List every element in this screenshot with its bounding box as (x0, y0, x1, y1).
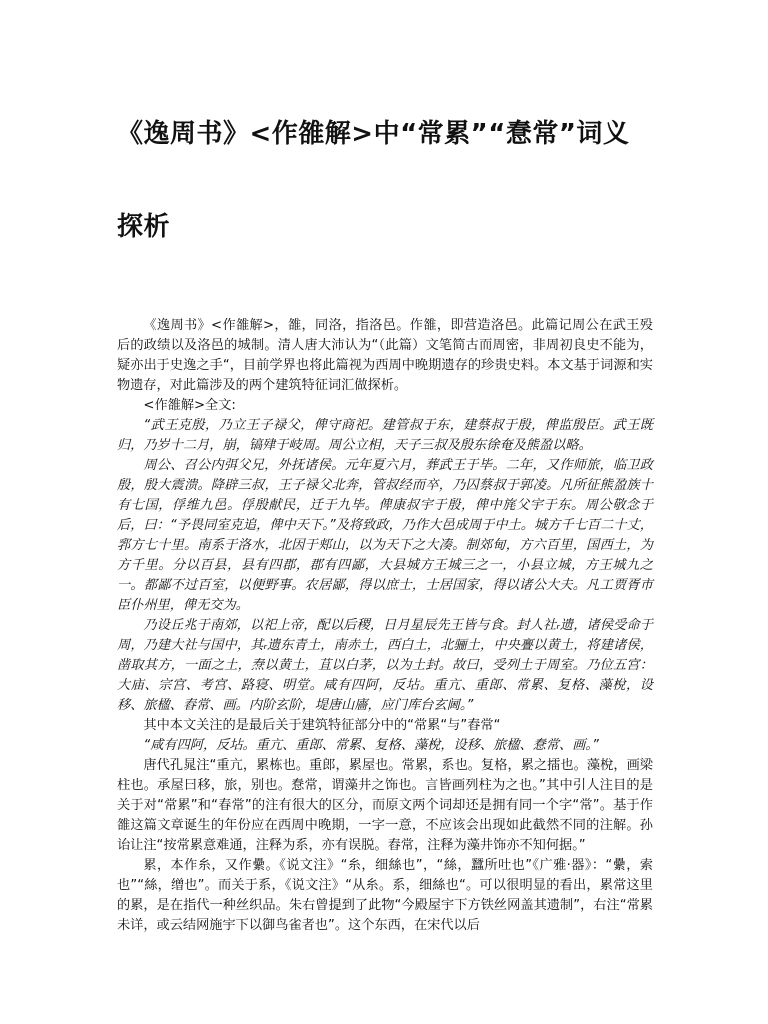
paragraph-focus-quote: “咸有四阿，反坫。重亢、重郎、常累、复格、藻梲，设移、旅楹、惷常、画。” (143, 738, 599, 753)
document-body (117, 316, 653, 936)
document-title-line-2: 探析 (117, 212, 171, 242)
paragraph-intro: 《逸周书》<作雒解>，雒，同洛，指洛邑。作雒，即营造洛邑。此篇记周公在武王殁后的政绩以及洛邑的城制。清人唐大沛认为“（此篇）文笔简古而周密，非周初良史不能为，疑亦出于史逸之手“，目前学界也将此篇视为西周中晚期遗存的珍贵史料。本文基于词源和实物遗存，对此篇涉及的两个建筑特征词汇做探析。 (117, 318, 653, 393)
paragraph-focus-note: 其中本文关注的是最后关于建筑特征部分中的“常累“与”舂常“ (143, 718, 501, 733)
paragraph-commentary: 唐代孔晁注“重亢，累栋也。重郎，累屋也。常累，系也。复格，累之擂也。藻梲，画梁柱也。承屋曰移，旅，别也。惷常，谓藻井之饰也。言皆画列柱为之也。”其中引人注目的是关于对“常累”和“春常”的注有很大的区分，而原文两个词却还是拥有同一个字“常”。基于作雒这篇文章诞生的年份应在西周中晚期，一字一意，不应该会出现如此截然不同的注解。孙诒让注“按常累意难通，注释为系，亦有误脱。舂常，注释为藻井饰亦不知何据。” (117, 758, 653, 853)
paragraph-fulltext-label: <作雒解>全文: (143, 398, 236, 413)
paragraph-quote-3: 乃设丘兆于南郊，以祀上帝，配以后稷，日月星辰先王皆与食。封人社ᵣ遗，诸侯受命于周，乃建大社与国中，其ᵣ遗东青土，南赤土，西白土，北骊土，中央亹以黄土，将建诸侯，凿取其方，一面之土，焘以黄土，苴以白茅，以为土封。故曰，受列土于周室。乃位五宫：大庙、宗宫、考宫、路寝、明堂。咸有四阿，反坫。重亢、重郎、常累、复格、藻梲，设移、旅楹、舂常、画。内阶玄阶，堤唐山廧，应门库台玄阃。” (117, 618, 653, 713)
paragraph-quote-2: 周公、召公内弭父兄，外抚诸侯。元年夏六月，葬武王于毕。二年，又作师旅，临卫政殷，殷大震溃。降辟三叔，王子禄父北奔，管叔经而卒，乃囚蔡叔于郭凌。凡所征熊盈族十有七国，俘维九邑。俘殷献民，迁于九毕。俾康叔宇于殷，俾中旄父宇于东。周公敬念于后，曰：“予畏同室克追，俾中天下。”及将致政，乃作大邑成周于中土。城方千七百二十丈，郛方七十里。南系于洛水，北因于郏山，以为天下之大凑。制郊甸，方六百里，国西土，为方千里。分以百县，县有四郡，郡有四鄙，大县城方王城三之一，小县立城，方王城九之一。都鄙不过百室，以便野事。农居鄙，得以庶士，士居国家，得以诸公大夫。凡工贾胥市臣仆州里，俾无交为。 (117, 458, 653, 613)
document-title-line-1: 《逸周书》<作雒解>中“常累”“惷常”词义 (117, 119, 630, 149)
paragraph-quote-1: “武王克殷，乃立王子禄父，俾守商祀。建管叔于东，建蔡叔于殷，俾监殷臣。武王既归，乃岁十二月，崩，镐肂于岐周。周公立相，天子三叔及殷东徐奄及熊盈以略。 (117, 418, 653, 453)
paragraph-analysis: 累，本作糸，又作纍。《说文注》“糸，细絲也”，“絲，蠶所吐也”《广雅·器》：“纍，索也”“絲，缯也”。而关于系，《说文注》“从糸。系，细絲也“。可以很明显的看出，累常这里的累，是在指代一种丝织品。朱右曾提到了此物“今殿屋宇下方铁丝网盖其遗制”，右注“常累未详，或云结网施宇下以御鸟雀者也”。这个东西，在宋代以后 (117, 858, 653, 933)
